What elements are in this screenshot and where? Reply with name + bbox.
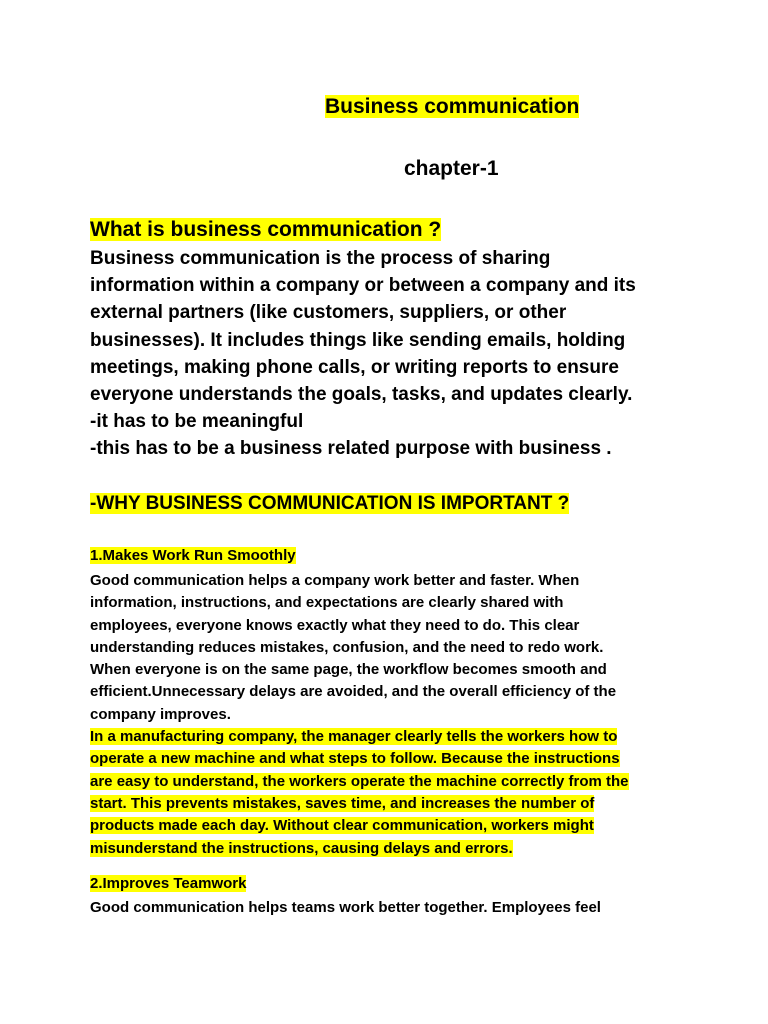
example-line-highlight: are easy to understand, the workers operate the machine correctly from the (90, 772, 629, 790)
section1-line: information, instructions, and expectations are clearly shared with (90, 594, 564, 612)
section1-title (90, 546, 296, 566)
paragraph-line: -this has to be a business related purpose with business . (90, 438, 612, 460)
section2-line: Good communication helps teams work better together. Employees feel (90, 899, 601, 916)
section2-body (90, 897, 730, 919)
paragraph-line: everyone understands the goals, tasks, and updates clearly. (90, 384, 633, 406)
example-line (90, 793, 730, 815)
section1-line: company improves. (90, 705, 231, 723)
section2-title-highlight: 2.Improves Teamwork (90, 875, 247, 892)
example-line-highlight: operate a new machine and what steps to follow. Because the instructions (90, 750, 620, 768)
example-line (90, 748, 730, 770)
example-line-highlight: In a manufacturing company, the manager clearly tells the workers how to (90, 728, 618, 746)
section2-title (90, 874, 246, 894)
paragraph-line: meetings, making phone calls, or writing reports to ensure (90, 356, 619, 378)
section1-title-highlight: 1.Makes Work Run Smoothly (90, 547, 296, 564)
chapter-label: chapter-1 (404, 157, 499, 180)
section1-line: efficient.Unnecessary delays are avoided, and the overall efficiency of the (90, 683, 617, 701)
heading-what-is-highlight: What is business communication ? (90, 218, 442, 241)
example-line (90, 771, 730, 793)
heading-why-important (90, 492, 569, 516)
definition-paragraph (90, 245, 730, 463)
document-title (325, 94, 579, 120)
title-highlight: Business communication (325, 95, 580, 118)
section1-line: understanding reduces mistakes, confusion, and the need to redo work. (90, 638, 604, 656)
heading-why-important-highlight: -WHY BUSINESS COMMUNICATION IS IMPORTANT ? (90, 493, 570, 514)
example-line-highlight: start. This prevents mistakes, saves time, and increases the number of (90, 794, 595, 812)
example-line (90, 838, 730, 860)
paragraph-line: -it has to be meaningful (90, 411, 304, 433)
example-line-highlight: products made each day. Without clear communication, workers might (90, 817, 594, 835)
paragraph-line: Business communication is the process of sharing (90, 248, 551, 269)
example-line-highlight: misunderstand the instructions, causing delays and errors. (90, 839, 513, 857)
paragraph-line: information within a company or between a company and its (90, 275, 636, 297)
section1-line: Good communication helps a company work better and faster. When (90, 572, 580, 589)
paragraph-line: businesses). It includes things like sending emails, holding (90, 329, 626, 351)
paragraph-line: external partners (like customers, suppliers, or other (90, 302, 567, 324)
section1-line: employees, everyone knows exactly what they need to do. This clear (90, 616, 580, 634)
example-line (90, 726, 730, 748)
example-line (90, 815, 730, 837)
section1-line: When everyone is on the same page, the workflow becomes smooth and (90, 661, 607, 679)
section1-body (90, 570, 730, 860)
heading-what-is (90, 217, 441, 243)
